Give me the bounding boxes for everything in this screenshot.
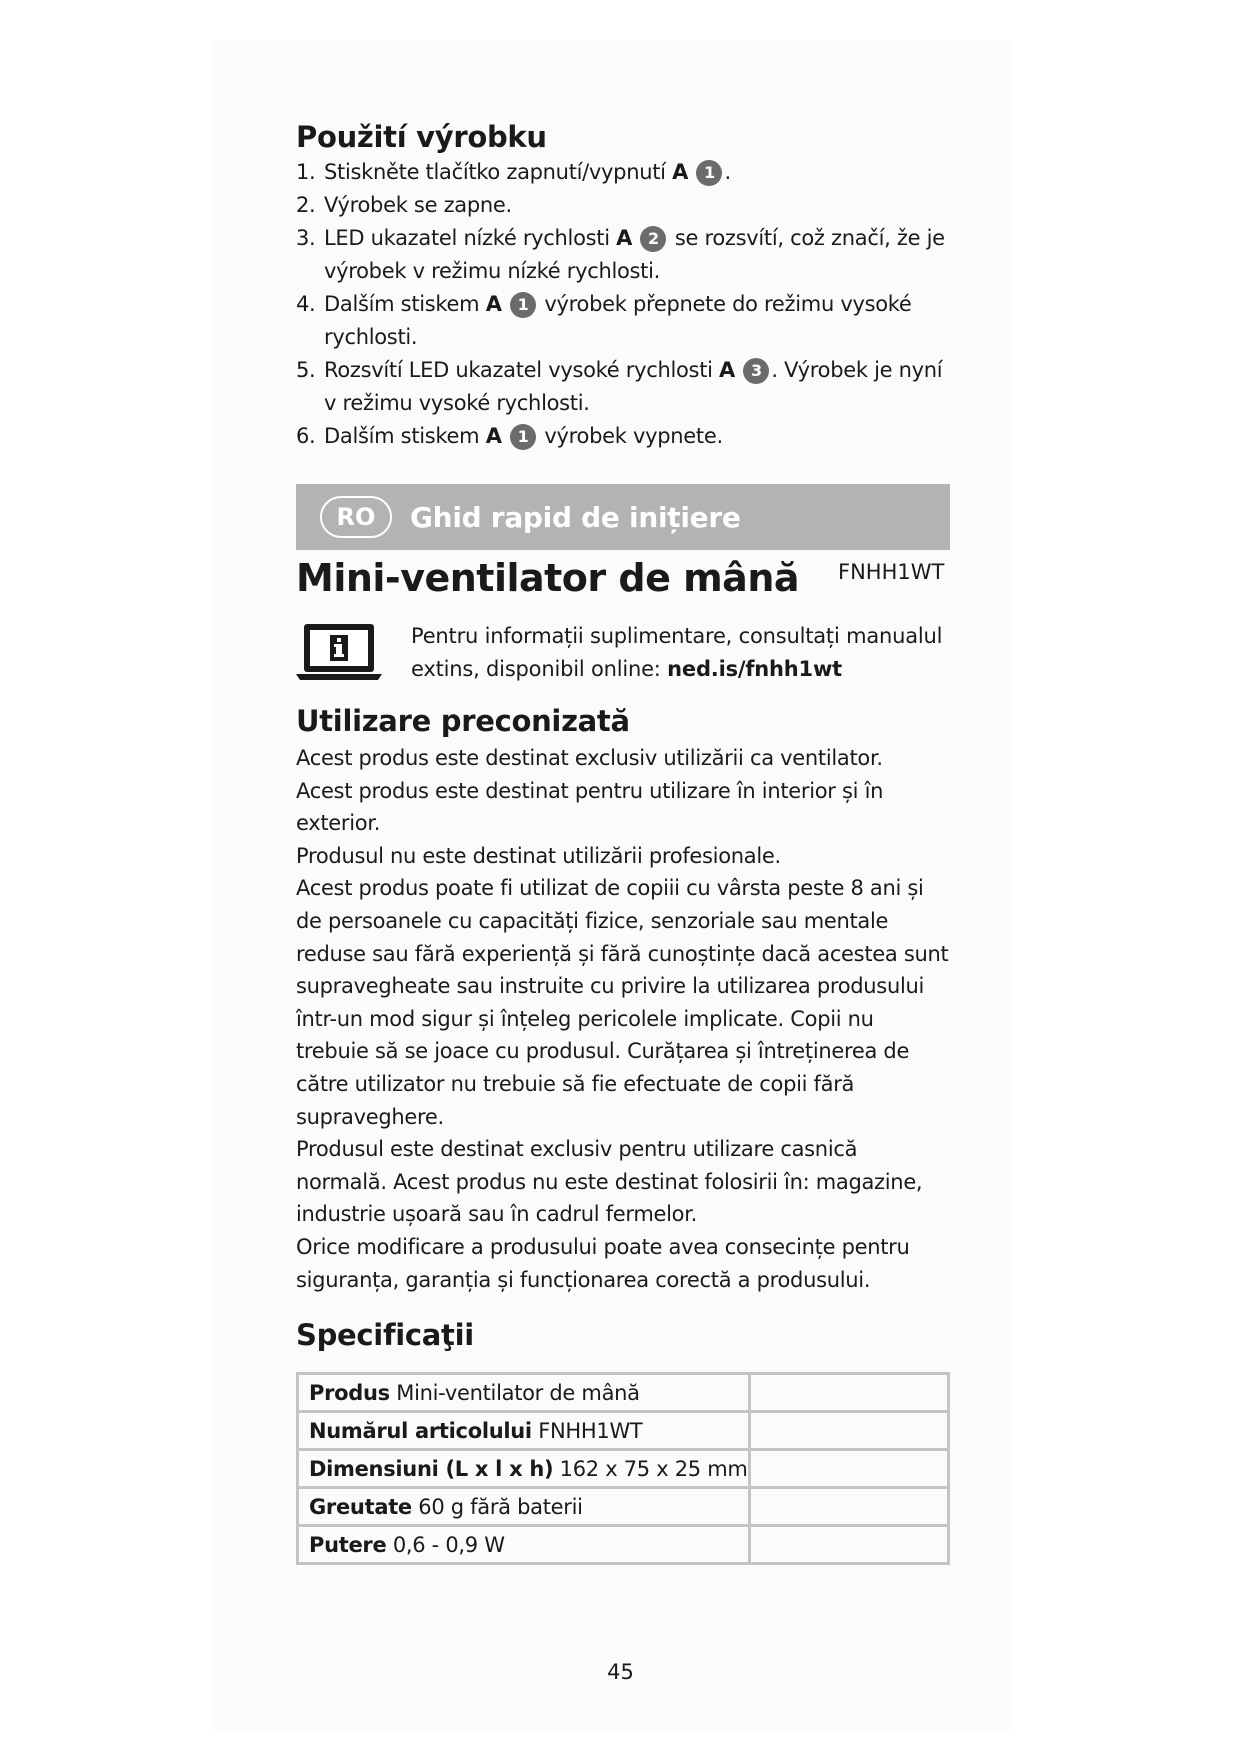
paragraph: Produsul nu este destinat utilizării profesionale. <box>296 843 781 868</box>
banner-title: Ghid rapid de inițiere <box>410 500 741 534</box>
table-row: Produs Mini-ventilator de mână <box>298 1374 949 1412</box>
paragraph: Acest produs poate fi utilizat de copiii cu vârsta peste 8 ani și de persoanele cu capacități fizice, senzoriale sau mentale reduse sau fără experiență și fără cunoștințe dacă acestea sunt supravegheate sau instruite cu privire la utilizarea produsului într-un mod sigur și înțeleg pericolele implicate. Copii nu trebuie să se joace cu produsul. Curățarea și întreținerea de către utilizator nu trebuie să fie efectuate de copii fără supraveghere. <box>296 876 949 1129</box>
table-row: Dimensiuni (L x l x h) 162 x 75 x 25 mm <box>298 1450 949 1488</box>
language-code-badge: RO <box>320 496 392 538</box>
paragraph: Acest produs este destinat pentru utilizare în interior și în exterior. <box>296 778 884 836</box>
language-banner <box>296 484 950 550</box>
czech-usage-section <box>296 120 950 453</box>
manual-link[interactable]: ned.is/fnhh1wt <box>667 657 842 681</box>
list-item: 5. Rozsvítí LED ukazatel vysoké rychlosti A 3 . Výrobek je nyní v režimu vysoké rychlosti. <box>296 358 943 415</box>
callout-badge: 1 <box>510 424 536 450</box>
online-manual-note: Pentru informații suplimentare, consultați manualul extins, disponibil online: ned.is/fnhh1wt <box>411 624 943 681</box>
callout-badge: 1 <box>696 160 722 186</box>
section-heading-intended-use: Utilizare preconizată <box>296 704 630 738</box>
callout-badge: 1 <box>510 292 536 318</box>
paragraph: Acest produs este destinat exclusiv utilizării ca ventilator. <box>296 746 883 770</box>
list-item: 3. LED ukazatel nízké rychlosti A 2 se rozsvítí, což značí, že je výrobek v režimu nízké rychlosti. <box>296 226 945 283</box>
model-number: FNHH1WT <box>838 560 945 584</box>
list-item: 1. Stiskněte tlačítko zapnutí/vypnutí A 1 . <box>296 160 731 184</box>
table-row: Putere 0,6 - 0,9 W <box>298 1526 949 1564</box>
list-item: 4. Dalším stiskem A 1 výrobek přepnete do režimu vysoké rychlosti. <box>296 292 912 349</box>
section-heading-usage-cz: Použití výrobku <box>296 120 547 154</box>
specifications-table <box>296 1372 950 1565</box>
callout-badge: 2 <box>640 226 666 252</box>
specifications-section <box>296 1318 950 1352</box>
page-number: 45 <box>607 1660 634 1684</box>
table-row: Greutate 60 g fără baterii <box>298 1488 949 1526</box>
section-heading-specifications: Specificaţii <box>296 1318 474 1352</box>
callout-badge: 3 <box>743 358 769 384</box>
table-row: Numărul articolului FNHH1WT <box>298 1412 949 1450</box>
paragraph: Produsul este destinat exclusiv pentru utilizare casnică normală. Acest produs nu este destinat folosirii în: magazine, industrie ușoară sau în cadrul fermelor. <box>296 1137 923 1227</box>
intended-use-section <box>296 704 950 1296</box>
paragraph: Orice modificare a produsului poate avea consecințe pentru siguranța, garanția și funcționarea corectă a produsului. <box>296 1234 910 1292</box>
laptop-info-icon <box>296 622 382 684</box>
list-item: 6. Dalším stiskem A 1 výrobek vypnete. <box>296 424 723 448</box>
product-title: Mini-ventilator de mână <box>296 556 800 600</box>
usage-steps-list <box>296 156 950 453</box>
list-item: 2. Výrobek se zapne. <box>296 193 512 217</box>
